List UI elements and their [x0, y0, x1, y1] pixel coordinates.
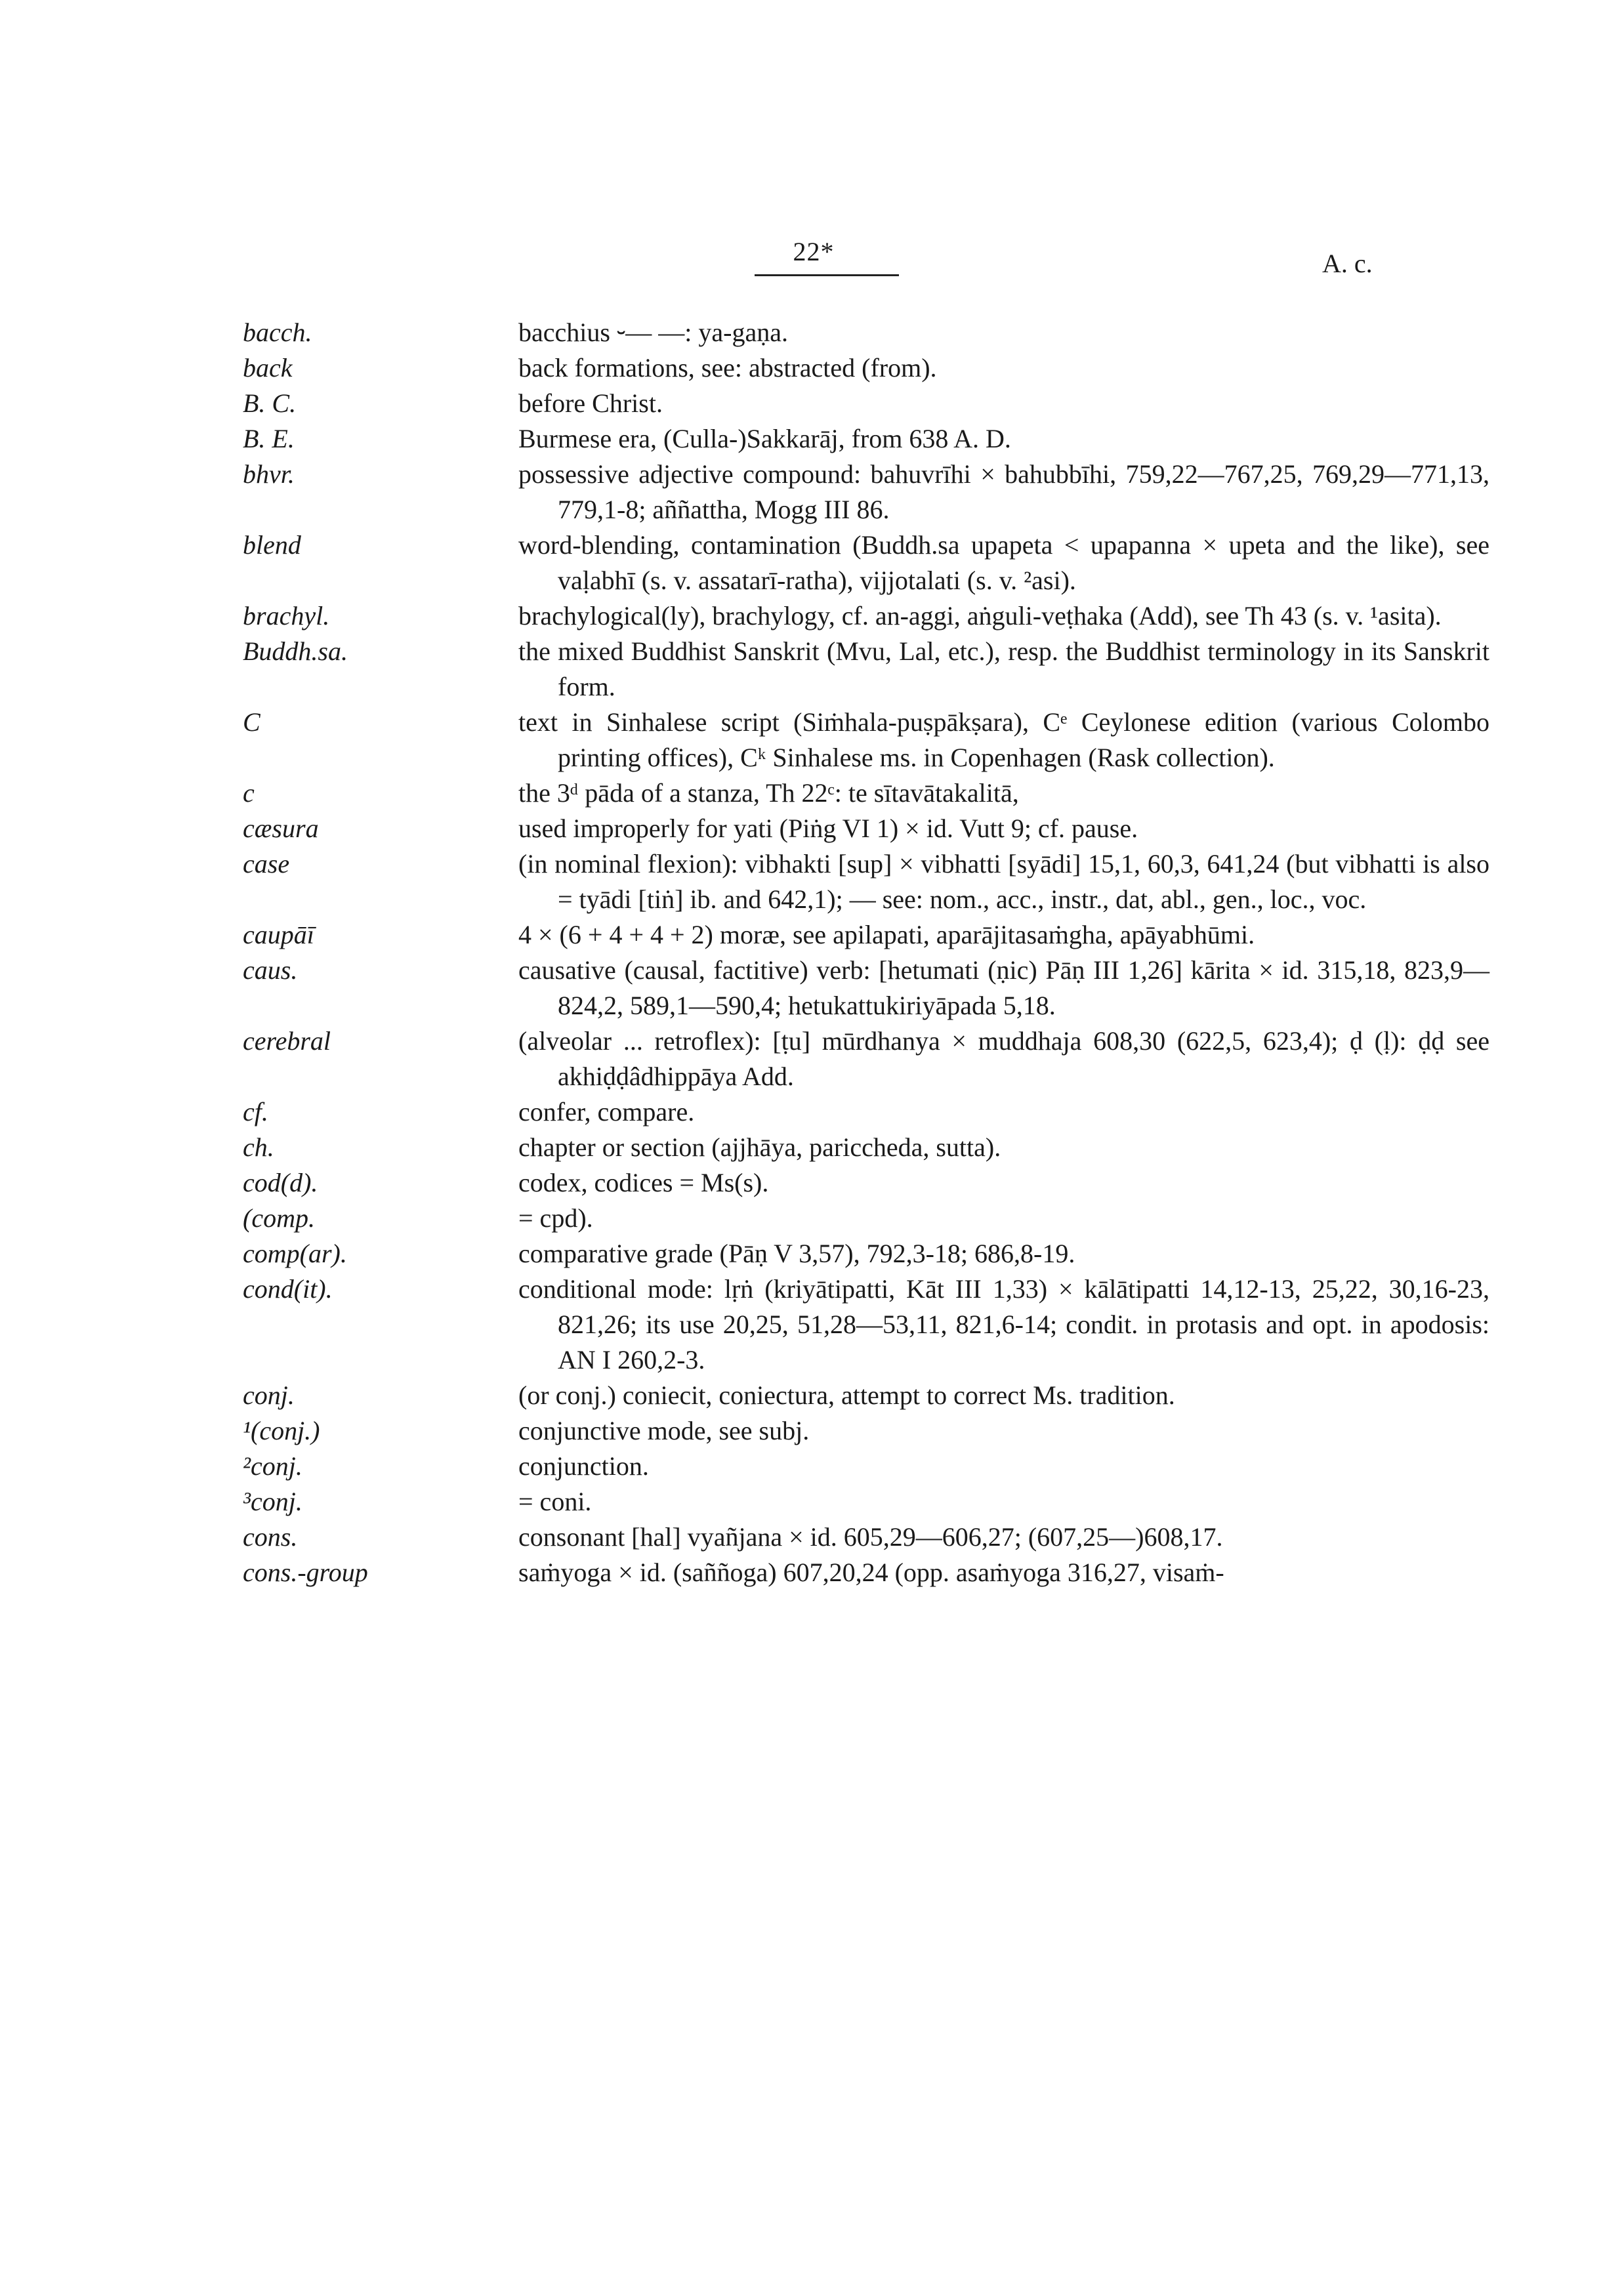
definition: conjunctive mode, see subj. — [518, 1416, 810, 1445]
abbreviation: cons.-group — [243, 1558, 368, 1587]
page-number: 22* — [793, 237, 835, 266]
definition: back formations, see: abstracted (from). — [518, 353, 937, 382]
abbreviation: blend — [243, 530, 301, 560]
abbreviation: ch. — [243, 1132, 274, 1162]
list-item — [243, 1484, 1489, 1520]
list-item — [243, 634, 1489, 705]
list-item — [243, 598, 1489, 634]
list-item — [243, 846, 1489, 917]
abbreviation: bacch. — [243, 318, 312, 347]
abbreviation: caus. — [243, 955, 298, 985]
abbreviation: (comp. — [243, 1203, 315, 1233]
abbreviation: cf. — [243, 1097, 268, 1127]
definition: = coni. — [518, 1487, 592, 1516]
abbreviation: c — [243, 778, 255, 808]
list-item — [243, 350, 1489, 386]
list-item — [243, 386, 1489, 421]
list-item — [243, 1449, 1489, 1484]
definition: brachylogical(ly), brachylogy, cf. an-aggi, aṅguli-veṭhaka (Add), see Th 43 (s. v. ¹asita). — [518, 601, 1442, 631]
definition: the 3ᵈ pāda of a stanza, Th 22ᶜ: te sītavātakalitā, — [518, 778, 1019, 808]
abbreviation: B. C. — [243, 388, 297, 418]
list-item — [243, 1094, 1489, 1130]
abbreviation: B. E. — [243, 424, 295, 453]
definition: bacchius ⏑— —: ya-gaṇa. — [518, 318, 788, 347]
definition: Burmese era, (Culla-)Sakkarāj, from 638 A. D. — [518, 424, 1011, 453]
definition: chapter or section (ajjhāya, pariccheda, sutta). — [518, 1132, 1001, 1162]
definition: comparative grade (Pāṇ V 3,57), 792,3-18; 686,8-19. — [518, 1239, 1075, 1268]
list-item — [243, 1023, 1489, 1094]
definition: codex, codices = Ms(s). — [518, 1168, 769, 1197]
list-item — [243, 1236, 1489, 1272]
list-item — [243, 953, 1489, 1023]
definition: (alveolar ... retroflex): [ṭu] mūrdhanya × muddhaja 608,30 (622,5, 623,4); ḍ (ḷ): ḍḍ see akhiḍḍâdhippāya Add. — [518, 1026, 1489, 1091]
definition: 4 × (6 + 4 + 4 + 2) moræ, see apilapati, aparājitasaṁgha, apāyabhūmi. — [518, 920, 1255, 949]
list-item — [243, 457, 1489, 527]
list-item — [243, 1520, 1489, 1555]
abbreviation: comp(ar). — [243, 1239, 347, 1268]
definition: consonant [hal] vyañjana × id. 605,29—606,27; (607,25—)608,17. — [518, 1522, 1223, 1552]
list-item — [243, 315, 1489, 350]
definition: text in Sinhalese script (Siṁhala-puṣpākṣara), Cᵉ Ceylonese edition (various Colombo printing offices), Cᵏ Sinhalese ms. in Copenhagen (Rask collection). — [518, 707, 1489, 772]
abbreviation: Buddh.sa. — [243, 636, 348, 666]
abbreviation: ²conj. — [243, 1451, 302, 1481]
list-item — [243, 1378, 1489, 1413]
abbreviation-list — [243, 315, 1489, 1590]
abbreviation: cons. — [243, 1522, 298, 1552]
definition: = cpd). — [518, 1203, 593, 1233]
list-item — [243, 1165, 1489, 1201]
definition: possessive adjective compound: bahuvrīhi × bahubbīhi, 759,22—767,25, 769,29—771,13, 779,1-8; aññattha, Mogg III 86. — [518, 459, 1489, 524]
definition: confer, compare. — [518, 1097, 695, 1127]
list-item — [243, 1555, 1489, 1590]
abbreviation: cond(it). — [243, 1274, 333, 1304]
list-item — [243, 705, 1489, 775]
abbreviation: conj. — [243, 1380, 295, 1410]
definition: conditional mode: lṛṅ (kriyātipatti, Kāt III 1,33) × kālātipatti 14,12-13, 25,22, 30,16-23, 821,26; its use 20,25, 51,28—53,11, 821,6-14; condit. in protasis and opt. in apodosis: AN I 260,2-3. — [518, 1274, 1489, 1375]
list-item — [243, 421, 1489, 457]
definition: word-blending, contamination (Buddh.sa upapeta < upapanna × upeta and the like), see vaḷabhī (s. v. assatarī-ratha), vijjotalati (s. v. ²asi). — [518, 530, 1489, 595]
list-item — [243, 527, 1489, 598]
abbreviation: cod(d). — [243, 1168, 318, 1197]
list-item — [243, 775, 1489, 811]
abbreviation: back — [243, 353, 293, 382]
section-mark: A. c. — [1322, 249, 1373, 278]
abbreviation: ³conj. — [243, 1487, 302, 1516]
abbreviation: cæsura — [243, 814, 319, 843]
definition: (in nominal flexion): vibhakti [sup] × vibhatti [syādi] 15,1, 60,3, 641,24 (but vibhatti is also = tyādi [tiṅ] ib. and 642,1); — see: nom., acc., instr., dat, abl., gen., loc., voc. — [518, 849, 1489, 914]
abbreviation: brachyl. — [243, 601, 330, 631]
definition: used improperly for yati (Piṅg VI 1) × id. Vutt 9; cf. pause. — [518, 814, 1138, 843]
page-number-rule — [755, 274, 899, 276]
list-item — [243, 1413, 1489, 1449]
abbreviation: C — [243, 707, 260, 737]
definition: saṁyoga × id. (saññoga) 607,20,24 (opp. asaṁyoga 316,27, visaṁ- — [518, 1558, 1224, 1587]
abbreviation: case — [243, 849, 290, 879]
list-item — [243, 1272, 1489, 1378]
abbreviation: cerebral — [243, 1026, 331, 1056]
definition: the mixed Buddhist Sanskrit (Mvu, Lal, etc.), resp. the Buddhist terminology in its Sanskrit form. — [518, 636, 1489, 701]
abbreviation: ¹(conj.) — [243, 1416, 320, 1445]
list-item — [243, 1130, 1489, 1165]
list-item — [243, 1201, 1489, 1236]
abbreviation: caupāī — [243, 920, 314, 949]
definition: conjunction. — [518, 1451, 649, 1481]
definition: (or conj.) coniecit, coniectura, attempt to correct Ms. tradition. — [518, 1380, 1175, 1410]
list-item — [243, 917, 1489, 953]
definition: before Christ. — [518, 388, 663, 418]
abbreviation: bhvr. — [243, 459, 295, 489]
list-item — [243, 811, 1489, 846]
definition: causative (causal, factitive) verb: [hetumati (ṇic) Pāṇ III 1,26] kārita × id. 315,18, 823,9—824,2, 589,1—590,4; hetukattukiriyāpada 5,18. — [518, 955, 1489, 1020]
